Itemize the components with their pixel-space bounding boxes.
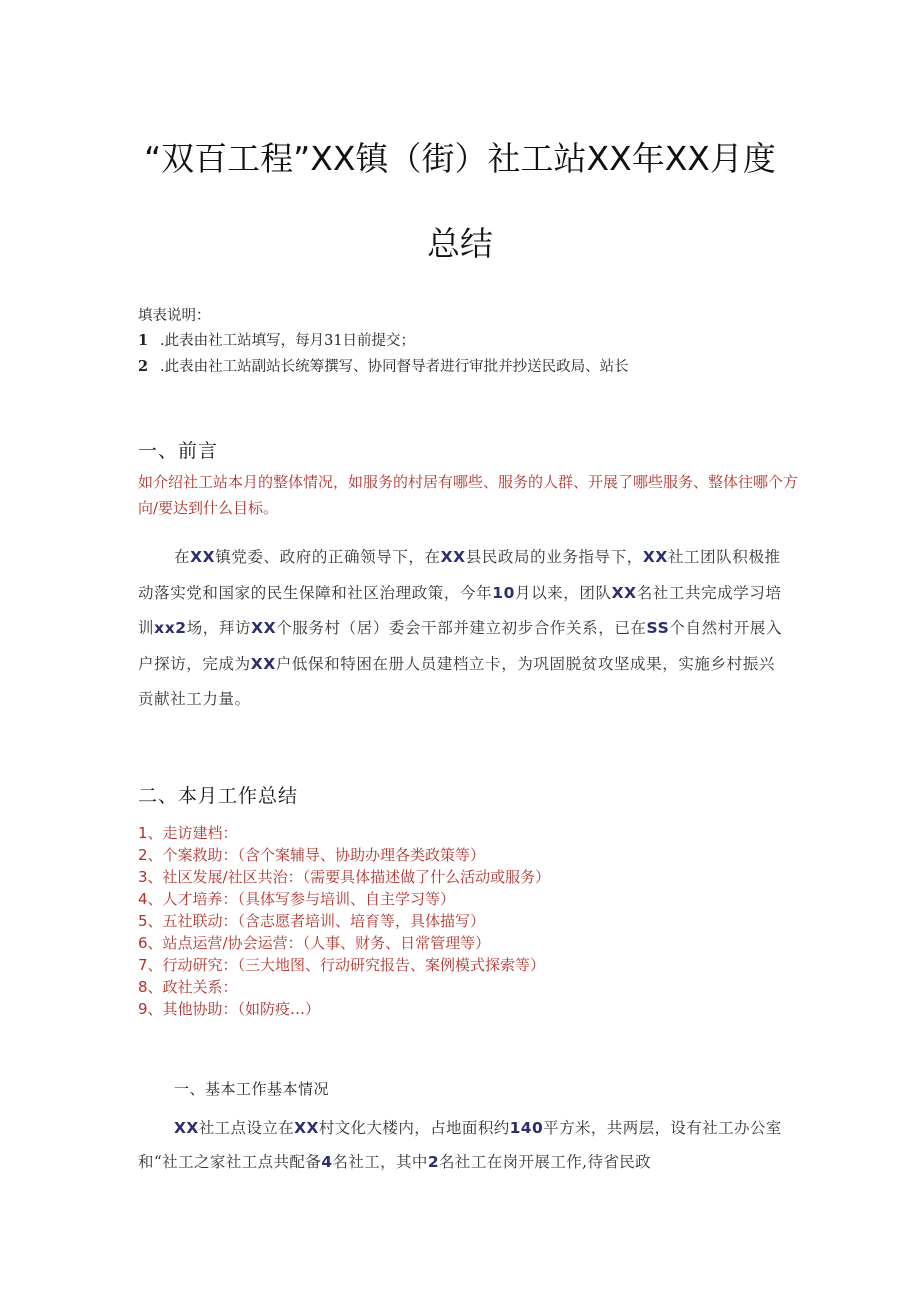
placeholder-value: XX [174, 1119, 199, 1137]
text-run: 社工团队积极推动落实党和国家的民生保障和社区治理政策，今年 [138, 548, 781, 602]
placeholder-value: XX [294, 1119, 319, 1137]
section-heading-monthly-summary: 二、本月工作总结 [138, 785, 299, 807]
list-item [138, 976, 550, 998]
text-run: 镇党委、政府的正确领导下，在 [215, 548, 441, 566]
instruction-item-1 [138, 329, 415, 350]
list-item-number: 1 [138, 824, 148, 842]
text-run: 场，拜访 [186, 619, 252, 637]
placeholder-value: XX [642, 548, 668, 566]
placeholder-value: SS [646, 619, 670, 637]
text-run: 个服务村（居）委会干部并建立初步合作关系，已在 [276, 619, 647, 637]
preface-paragraph [138, 540, 788, 718]
instruction-text: .此表由社工站副站长统筹撰写、协同督导者进行审批并抄送民政局、站长 [160, 359, 629, 375]
placeholder-value: 4 [321, 1153, 333, 1171]
list-item-text: 、个案救助：（含个案辅导、协助办理各类政策等） [147, 846, 486, 864]
list-item-number: 2 [138, 846, 148, 864]
placeholder-value: XX [251, 619, 277, 637]
list-item-number: 3 [138, 868, 148, 886]
instruction-number: 2 [138, 358, 149, 375]
text-run: 名社工共完成学习培训 [138, 583, 782, 637]
instructions-label: 填表说明： [138, 308, 211, 324]
document-title-line-1: “双百工程”XX镇（街）社工站XX年XX月度 [144, 139, 776, 178]
list-item-number: 7 [138, 956, 148, 974]
placeholder-value: 2 [427, 1153, 440, 1171]
placeholder-value: 140 [509, 1119, 544, 1137]
list-item-text: 、行动研究：（三大地图、行动研究报告、案例模式探索等） [147, 956, 546, 974]
list-item [138, 910, 550, 932]
text-run: 户低保和特困在册人员建档立卡，为巩固脱贫攻坚成果，实施乡村振兴贡献社工力量。 [138, 654, 775, 708]
list-item-text: 、人才培养：（具体写参与培训、自主学习等） [147, 890, 456, 908]
text-run: 个自然村开展入户探访，完成为 [138, 619, 783, 673]
list-item-number: 9 [138, 1000, 148, 1018]
text-run: 在 [174, 548, 191, 566]
basic-situation-paragraph [138, 1111, 798, 1179]
text-run: 名社工在岗开展工作,待省民政 [439, 1153, 652, 1171]
instruction-text: .此表由社工站填写，每月31日前提交； [160, 333, 416, 349]
list-item-text: 、走访建档： [147, 824, 238, 842]
list-item-text: 、站点运营/协会运营：（人事、财务、日常管理等） [147, 934, 491, 952]
section-heading-preface: 一、前言 [138, 440, 219, 462]
instruction-number: 1 [138, 332, 149, 349]
text-run: 名社工，其中 [332, 1153, 428, 1171]
list-item [138, 954, 550, 976]
list-item [138, 888, 550, 910]
list-item [138, 932, 550, 954]
text-run: 平方米，共两层，设有社工办公室和“社工之家社工点共配备 [138, 1119, 782, 1171]
placeholder-value: XX [250, 654, 276, 673]
list-item-text: 、社区发展/社区共治：（需要具体描述做了什么活动或服务） [147, 868, 551, 886]
sub-heading-basic-situation: 一、基本工作基本情况 [174, 1080, 330, 1098]
placeholder-value: XX [440, 548, 466, 566]
list-item-number: 8 [138, 978, 148, 996]
list-item [138, 822, 550, 844]
list-item-number: 5 [138, 912, 148, 930]
list-item-number: 6 [138, 934, 148, 952]
placeholder-value: 10 [492, 583, 515, 602]
list-item [138, 998, 550, 1020]
list-item-number: 4 [138, 890, 148, 908]
text-run: 社工点设立在 [198, 1119, 295, 1137]
instruction-item-2 [138, 355, 629, 376]
text-run: 县民政局的业务指导下， [465, 548, 643, 566]
list-item-text: 、政社关系： [147, 978, 238, 996]
preface-guidance-text: 如介绍社工站本月的整体情况，如服务的村居有哪些、服务的人群、开展了哪些服务、整体往哪个方向/要达到什么目标。 [138, 473, 799, 517]
monthly-summary-list [138, 822, 550, 1020]
text-run: 村文化大楼内，占地面积约 [318, 1119, 510, 1137]
text-run: 月以来，团队 [514, 583, 612, 602]
list-item [138, 866, 550, 888]
placeholder-value: XX [611, 583, 637, 602]
placeholder-value: xx2 [154, 619, 187, 637]
list-item-text: 、其他协助：（如防疫…） [147, 1000, 321, 1018]
placeholder-value: XX [190, 548, 216, 566]
document-title-line-2: 总结 [427, 224, 493, 263]
list-item-text: 、五社联动：（含志愿者培训、培育等，具体描写） [147, 912, 486, 930]
list-item [138, 844, 550, 866]
